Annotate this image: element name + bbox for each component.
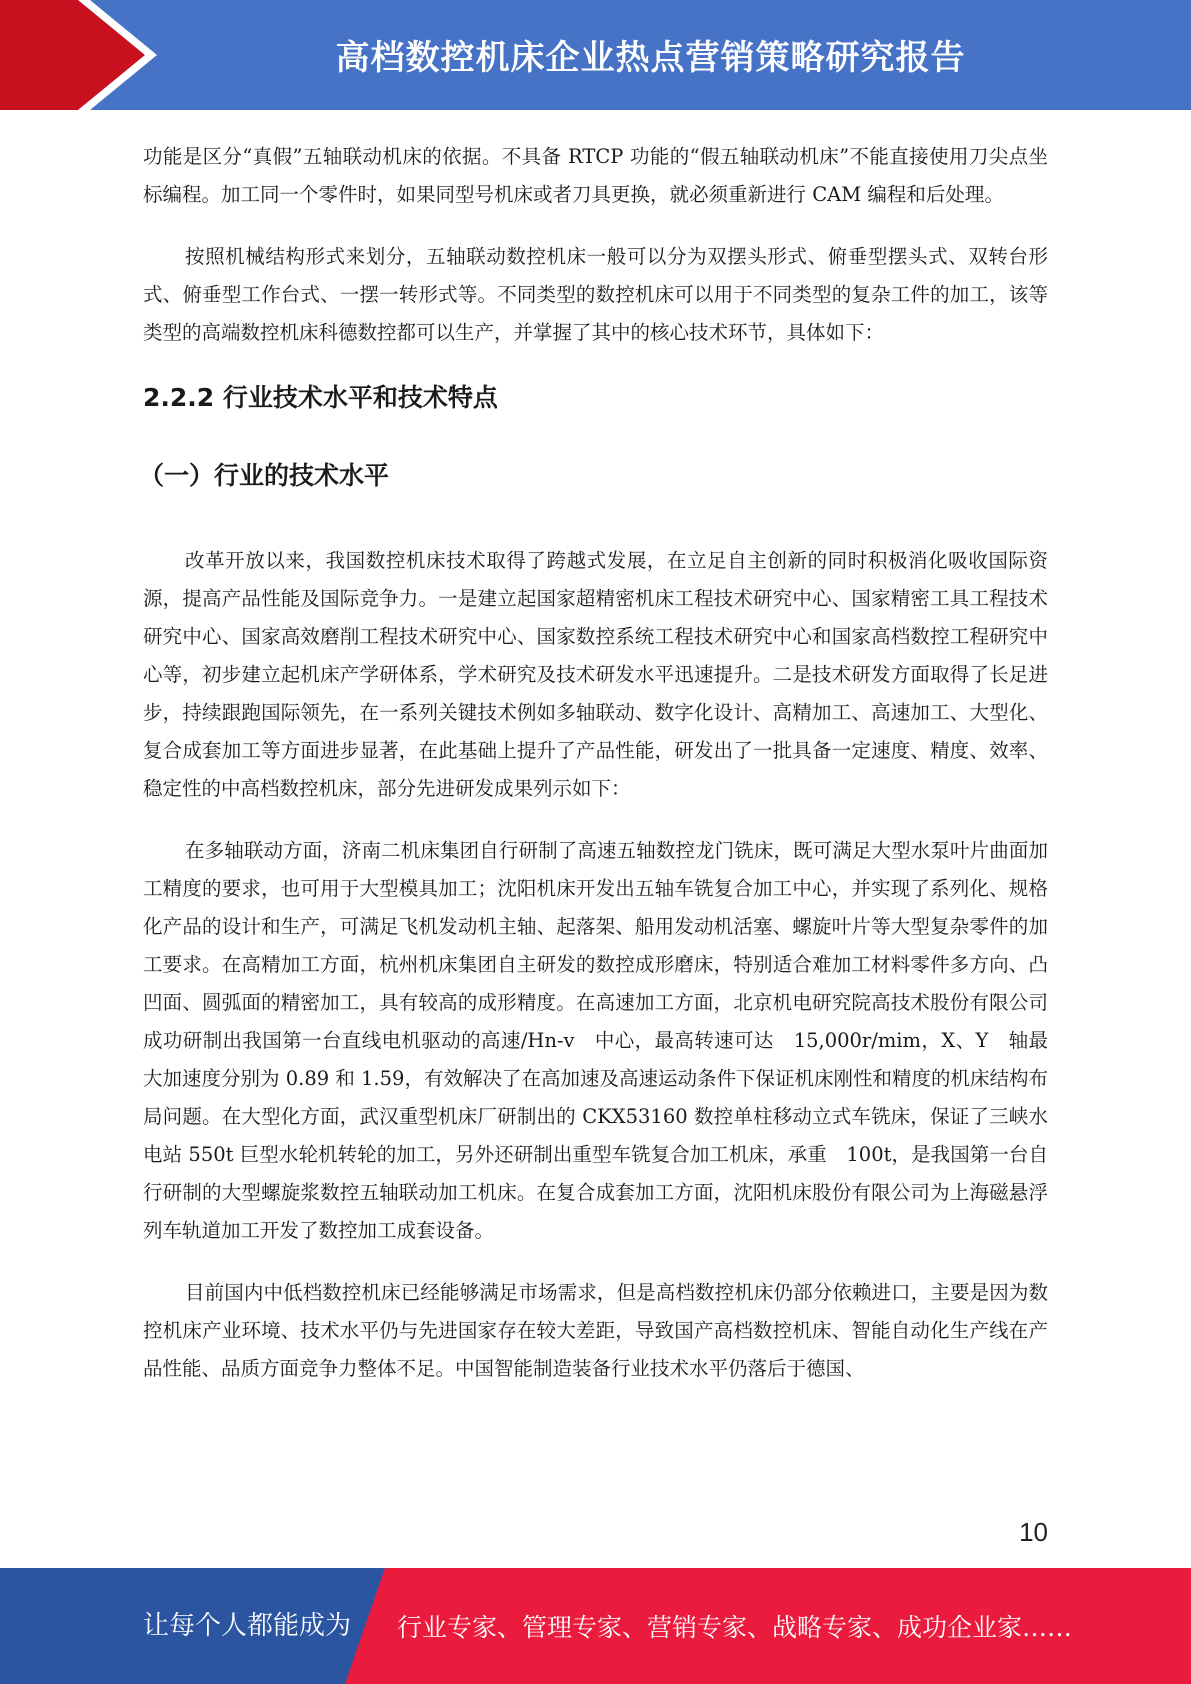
section-heading: 2.2.2 行业技术水平和技术特点 [143,383,498,412]
paragraph-achievements: 在多轴联动方面，济南二机床集团自行研制了高速五轴数控龙门铣床，既可满足大型水泵叶片曲面加工精度的要求，也可用于大型模具加工；沈阳机床开发出五轴车铣复合加工中心，并实现了系列化、规格化产品的设计和生产，可满足飞机发动机主轴、起落架、船用发动机活塞、螺旋叶片等大型复杂零件的加工要求。在高精加工方面，杭州机床集团自主研发的数控成形磨床，特别适合难加工材料零件多方向、凸凹面、圆弧面的精密加工，具有较高的成形精度。在高速加工方面，北京机电研究院高技术股份有限公司成功研制出我国第一台直线电机驱动的高速/Hn-v 中心，最高转速可达 15,000r/mim，X、Y 轴最大加速度分别为 0.89 和 1.59，有效解决了在高加速及高速运动条件下保证机床刚性和精度的机床结构布局问题。在大型化方面，武汉重型机床厂研制出的 CKX53160 数控单柱移动立式车铣床，保证了三峡水电站 550t 巨型水轮机转轮的加工，另外还研制出重型车铣复合加工机床，承重 100t，是我国第一台自行研制的大型螺旋浆数控五轴联动加工机床。在复合成套加工方面，沈阳机床股份有限公司为上海磁悬浮列车轨道加工开发了数控加工成套设备。 [143,839,1048,1242]
page-footer [0,1568,1191,1684]
footer-slogan-left: 让每个人都能成为 [143,1611,352,1641]
page-header [0,0,1191,110]
page-number: 10 [1019,1517,1048,1547]
footer-slogan-right: 行业专家、管理专家、营销专家、战略专家、成功企业家…… [397,1613,1073,1642]
paragraph-rtcp: 功能是区分“真假”五轴联动机床的依据。不具备 RTCP 功能的“假五轴联动机床”不能直接使用刀尖点坐标编程。加工同一个零件时，如果同型号机床或者刀具更换，就必须重新进行 CAM 编程和后处理。 [143,145,1048,206]
document-body [139,138,1048,1388]
paragraph-tech-level: 改革开放以来，我国数控机床技术取得了跨越式发展，在立足自主创新的同时积极消化吸收国际资源，提高产品性能及国际竞争力。一是建立起国家超精密机床工程技术研究中心、国家精密工具工程技术研究中心、国家高效磨削工程技术研究中心、国家数控系统工程技术研究中心和国家高档数控工程研究中心等，初步建立起机床产学研体系，学术研究及技术研发水平迅速提升。二是技术研发方面取得了长足进步，持续跟跑国际领先，在一系列关键技术例如多轴联动、数字化设计、高精加工、高速加工、大型化、复合成套加工等方面进步显著，在此基础上提升了产品性能，研发出了一批具备一定速度、精度、效率、稳定性的中高档数控机床，部分先进研发成果列示如下： [143,549,1048,800]
header-red-arrow [0,0,145,110]
paragraph-gap: 目前国内中低档数控机床已经能够满足市场需求，但是高档数控机床仍部分依赖进口，主要是因为数控机床产业环境、技术水平仍与先进国家存在较大差距，导致国产高档数控机床、智能自动化生产线在产品性能、品质方面竞争力整体不足。中国智能制造装备行业技术水平仍落后于德国、 [143,1281,1048,1380]
report-title: 高档数控机床企业热点营销策略研究报告 [335,38,966,78]
paragraph-structure-types: 按照机械结构形式来划分，五轴联动数控机床一般可以分为双摆头形式、俯垂型摆头式、双转台形式、俯垂型工作台式、一摆一转形式等。不同类型的数控机床可以用于不同类型的复杂工件的加工，该等类型的高端数控机床科德数控都可以生产，并掌握了其中的核心技术环节，具体如下： [143,245,1048,344]
subsection-heading: （一）行业的技术水平 [139,461,390,490]
